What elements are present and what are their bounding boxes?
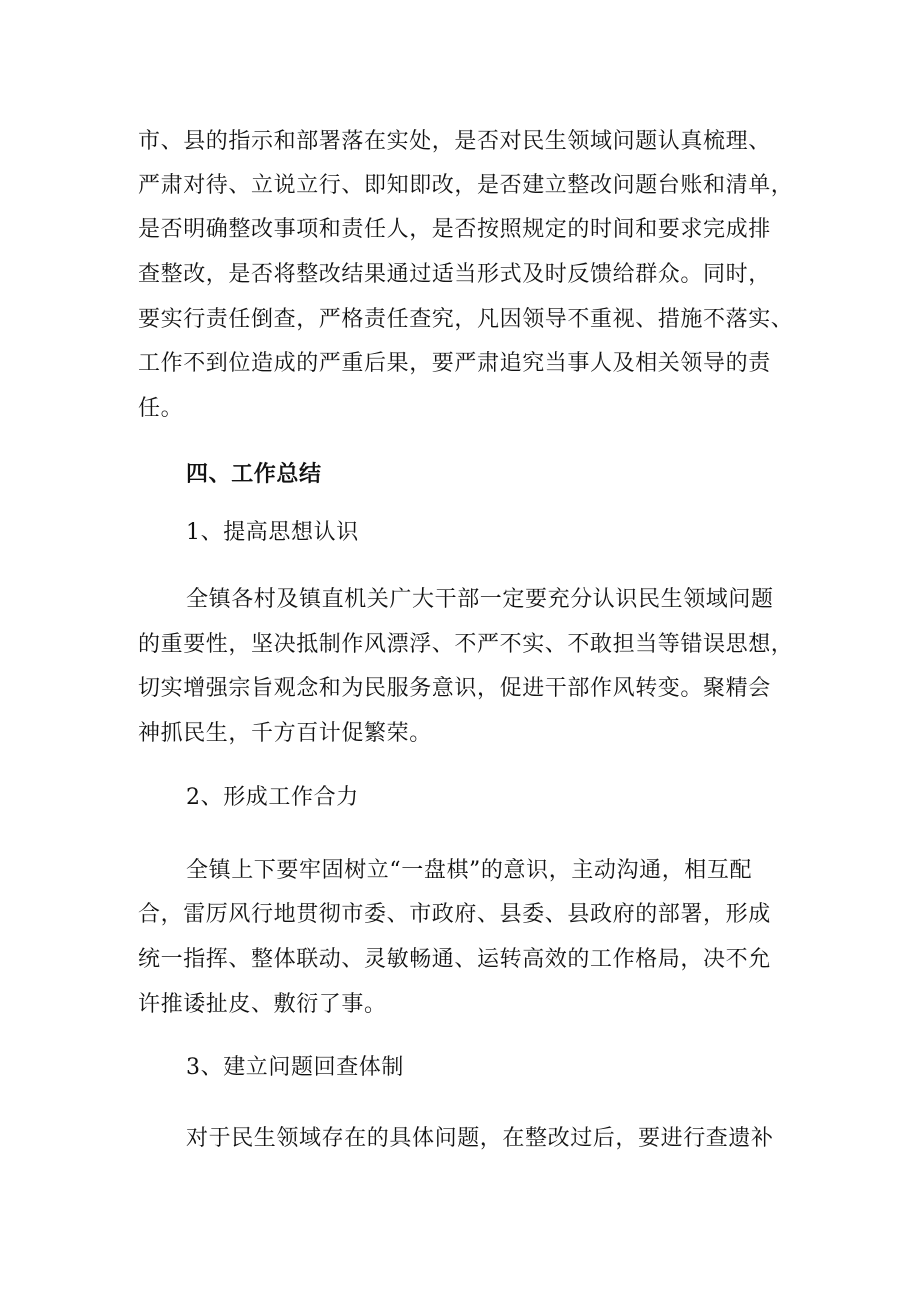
paragraph-line: 合，雷厉风行地贯彻市委、市政府、县委、县政府的部署，形成 [138,902,771,927]
paragraph-line: 对于民生领域存在的具体问题，在整改过后，要进行查遗补 [186,1126,774,1151]
paragraph-line: 市、县的指示和部署落在实处，是否对民生领域问题认真梳理、 [138,129,771,154]
paragraph-line: 切实增强宗旨观念和为民服务意识，促进干部作风转变。聚精会 [138,676,771,701]
subsection-heading: 2、形成工作合力 [186,785,359,810]
section-heading: 四、工作总结 [186,462,322,487]
paragraph-line: 许推诿扯皮、敷衍了事。 [138,992,387,1017]
paragraph-line: 全镇各村及镇直机关广大干部一定要充分认识民生领域问题 [186,587,774,612]
paragraph-line: 的重要性，坚决抵制作风漂浮、不严不实、不敢担当等错误思想， [138,632,794,657]
subsection-heading: 1、提高思想认识 [186,520,359,545]
paragraph-line: 任。 [138,396,184,421]
paragraph-line: 查整改，是否将整改结果通过适当形式及时反馈给群众。同时， [138,262,771,287]
paragraph-line: 工作不到位造成的严重后果，要严肃追究当事人及相关领导的责 [138,351,771,376]
paragraph-line: 统一指挥、整体联动、灵敏畅通、运转高效的工作格局，决不允 [138,947,771,972]
paragraph-line: 严肃对待、立说立行、即知即改，是否建立整改问题台账和清单， [138,173,794,198]
paragraph-line: 全镇上下要牢固树立“一盘棋”的意识，主动沟通，相互配 [186,858,753,883]
paragraph-line: 要实行责任倒查，严格责任查究，凡因领导不重视、措施不落实、 [138,307,794,332]
paragraph-line: 神抓民生，千方百计促繁荣。 [138,721,432,746]
subsection-heading: 3、建立问题回查体制 [186,1055,404,1080]
paragraph-line: 是否明确整改事项和责任人，是否按照规定的时间和要求完成排 [138,217,771,242]
